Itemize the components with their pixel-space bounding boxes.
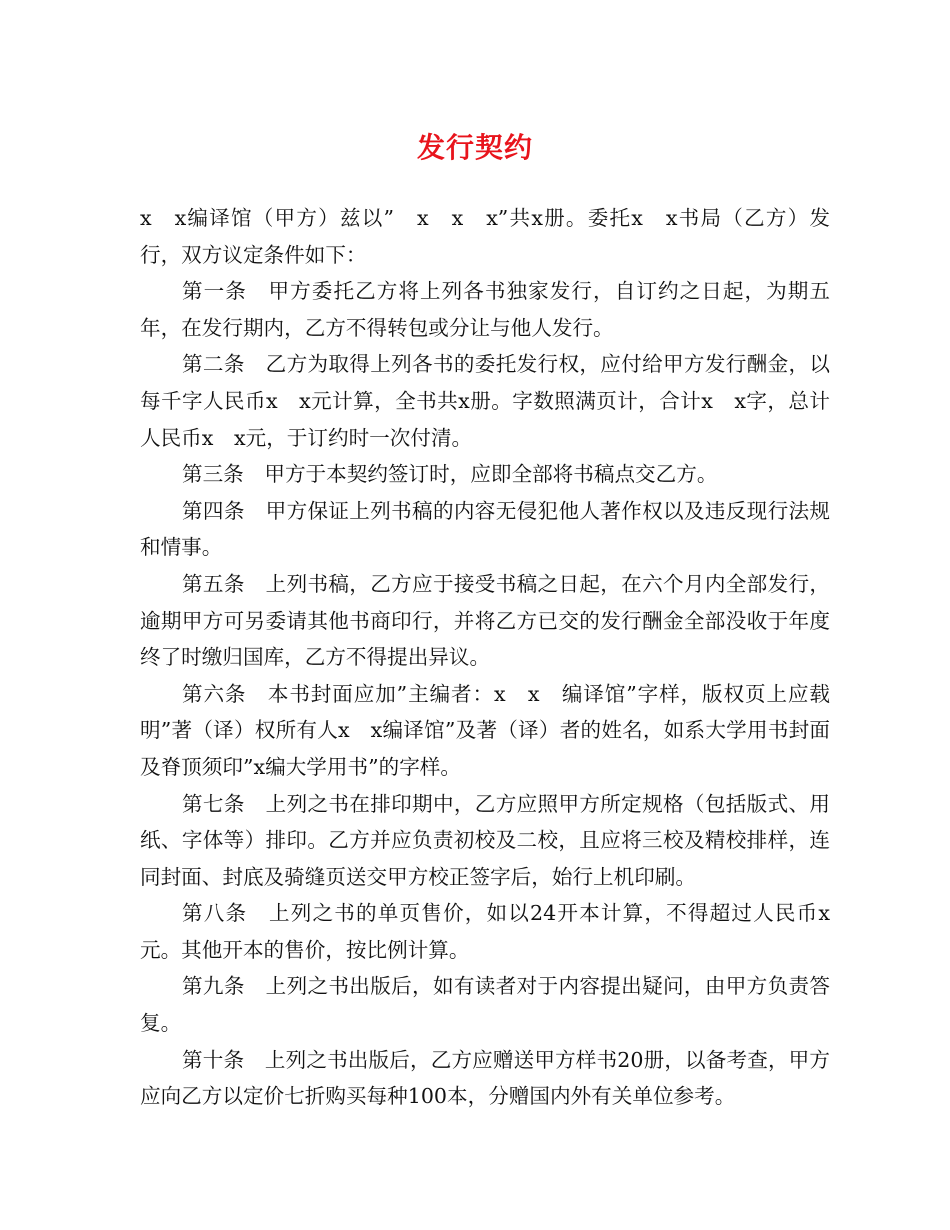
article-7-paragraph: 第七条 上列之书在排印期中，乙方应照甲方所定规格（包括版式、用纸、字体等）排印。乙方并应负责初校及二校，且应将三校及精校排样，连同封面、封底及骑缝页送交甲方校正签字后，始行上机印刷。 [140, 791, 830, 889]
article-1-paragraph: 第一条 甲方委托乙方将上列各书独家发行，自订约之日起，为期五年，在发行期内，乙方不得转包或分让与他人发行。 [140, 279, 830, 340]
article-2-paragraph: 第二条 乙方为取得上列各书的委托发行权，应付给甲方发行酬金，以每千字人民币x x元计算，全书共x册。字数照满页计，合计x x字，总计人民币x x元，于订约时一次付清。 [140, 352, 830, 450]
article-9-paragraph: 第九条 上列之书出版后，如有读者对于内容提出疑问，由甲方负责答复。 [140, 974, 830, 1036]
article-6-paragraph: 第六条 本书封面应加”主编者：x x 编译馆”字样，版权页上应载明”著（译）权所有人x x编译馆”及著（译）者的姓名，如系大学用书封面及脊顶须印”x编大学用书”的字样。 [140, 681, 830, 779]
article-5-paragraph: 第五条 上列书稿，乙方应于接受书稿之日起，在六个月内全部发行，逾期甲方可另委请其他书商印行，并将乙方已交的发行酬金全部没收于年度终了时缴归国库，乙方不得提出异议。 [140, 571, 830, 670]
document-body [140, 200, 830, 1115]
preamble-paragraph: x x编译馆（甲方）兹以” x x x”共x册。委托x x书局（乙方）发行，双方议定条件如下： [140, 206, 830, 267]
article-4-paragraph: 第四条 甲方保证上列书稿的内容无侵犯他人著作权以及违反现行法规和情事。 [140, 498, 830, 560]
article-3-paragraph: 第三条 甲方于本契约签订时，应即全部将书稿点交乙方。 [182, 462, 718, 487]
article-10-paragraph: 第十条 上列之书出版后，乙方应赠送甲方样书20册，以备考查，甲方应向乙方以定价七折购买每种100本，分赠国内外有关单位参考。 [140, 1047, 830, 1109]
article-8-paragraph: 第八条 上列之书的单页售价，如以24开本计算，不得超过人民币x元。其他开本的售价，按比例计算。 [140, 901, 830, 962]
document-title: 发行契约 [416, 131, 533, 164]
